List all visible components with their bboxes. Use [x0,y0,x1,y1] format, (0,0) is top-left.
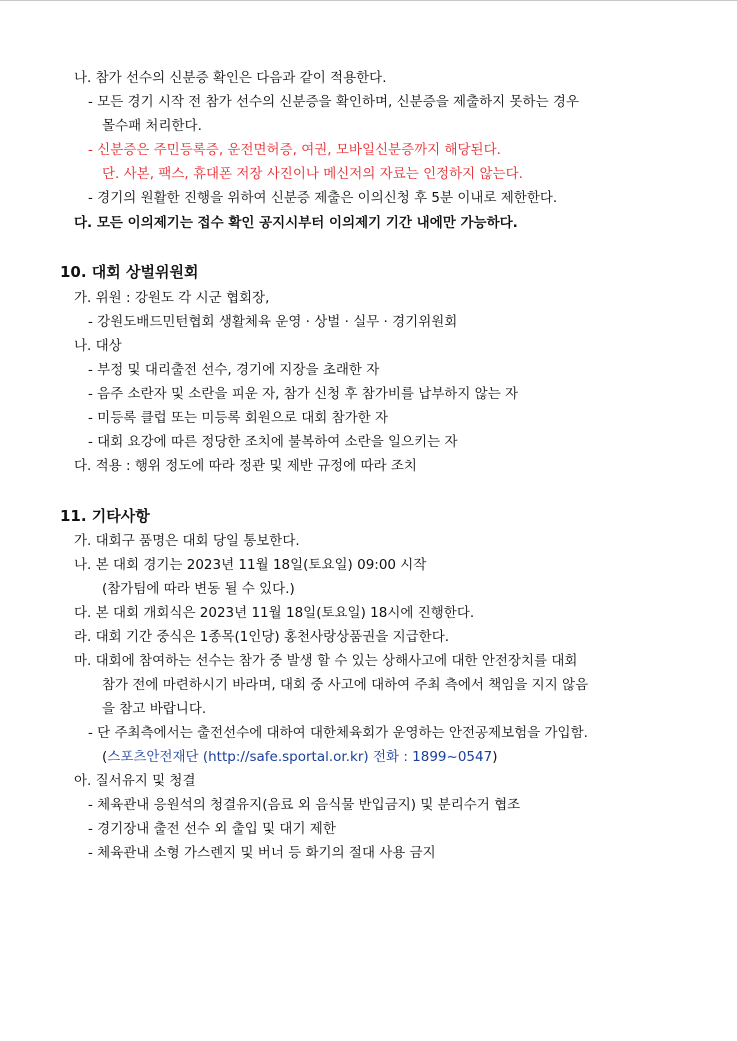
list-item: - 경기장내 출전 선수 외 출입 및 대기 제한 [88,821,336,837]
s11-da-ceremony: 다. 본 대회 개회식은 2023년 11월 18일(토요일) 18시에 진행한다. [74,605,475,621]
list-item: - 미등록 클럽 또는 미등록 회원으로 대회 참가한 자 [88,410,389,426]
s10-na-targets: 나. 대상 [74,338,122,354]
list-item: - 음주 소란자 및 소란을 피운 자, 참가 신청 후 참가비를 납부하지 않는 자 [88,386,519,402]
list-item: - 체육관내 소형 가스렌지 및 버너 등 화기의 절대 사용 금지 [88,845,436,861]
top-border [0,0,737,1]
s11-na-sub: (참가팀에 따라 변동 될 수 있다.) [102,581,295,597]
red-notice-id-types: - 신분증은 주민등록증, 운전면허증, 여권, 모바일신분증까지 해당된다. [88,142,501,158]
s11-a-order: 아. 질서유지 및 청결 [74,773,196,789]
item-na-id-check: 나. 참가 선수의 신분증 확인은 다음과 같이 적용한다. [74,70,387,86]
red-notice-exclusions: 단. 사본, 팩스, 휴대폰 저장 사진이나 메신저의 자료는 인정하지 않는다. [102,166,523,182]
list-item: - 부정 및 대리출전 선수, 경기에 지장을 초래한 자 [88,362,380,378]
item-da-objection: 다. 모든 이의제기는 접수 확인 공지시부터 이의제기 기간 내에만 가능하다. [74,215,518,231]
section-11-heading: 11. 기타사항 [60,507,150,525]
s11-ra-lunch: 라. 대회 기간 중식은 1종목(1인당) 홍천사랑상품권을 지급한다. [74,629,450,645]
s11-ma-line-1: 마. 대회에 참여하는 선수는 참가 중 발생 할 수 있는 상해사고에 대한 안전장치를 대회 [74,653,578,669]
s10-ga-sub: - 강원도배드민턴협회 생활체육 운영 · 상벌 · 실무 · 경기위원회 [88,314,458,330]
safety-foundation-link[interactable]: 스포츠안전재단 (http://safe.sportal.or.kr) 전화 : 1899~0547 [107,749,493,765]
s11-ma-insurance: - 단 주최측에서는 출전선수에 대하여 대한체육회가 운영하는 안전공제보험을 가입함. [88,725,588,741]
section-10-heading: 10. 대회 상벌위원회 [60,263,199,281]
bullet-id-check-cont: 몰수패 처리한다. [102,118,202,134]
s11-ga-shuttle: 가. 대회구 품명은 대회 당일 통보한다. [74,533,300,549]
list-item: - 대회 요강에 따른 정당한 조치에 불복하여 소란을 일으키는 자 [88,434,458,450]
s11-na-start: 나. 본 대회 경기는 2023년 11월 18일(토요일) 09:00 시작 [74,557,427,573]
s11-ma-contact [102,748,497,766]
s10-ga-members: 가. 위원 : 강원도 각 시군 협회장, [74,290,270,306]
bullet-id-check: - 모든 경기 시작 전 참가 선수의 신분증을 확인하며, 신분증을 제출하지 못하는 경우 [88,94,580,110]
list-item: - 체육관내 응원석의 청결유지(음료 외 음식물 반입금지) 및 분리수거 협조 [88,797,521,813]
paren-close: ) [492,749,498,765]
bullet-id-deadline: - 경기의 원활한 진행을 위하여 신분증 제출은 이의신청 후 5분 이내로 제한한다. [88,190,558,206]
s10-da-application: 다. 적용 : 행위 정도에 따라 정관 및 제반 규정에 따라 조치 [74,458,417,474]
s11-ma-line-3: 을 참고 바랍니다. [102,701,207,717]
paren-open: ( [102,749,108,765]
s11-ma-line-2: 참가 전에 마련하시기 바라며, 대회 중 사고에 대하여 주최 측에서 책임을 지지 않음 [102,677,589,693]
